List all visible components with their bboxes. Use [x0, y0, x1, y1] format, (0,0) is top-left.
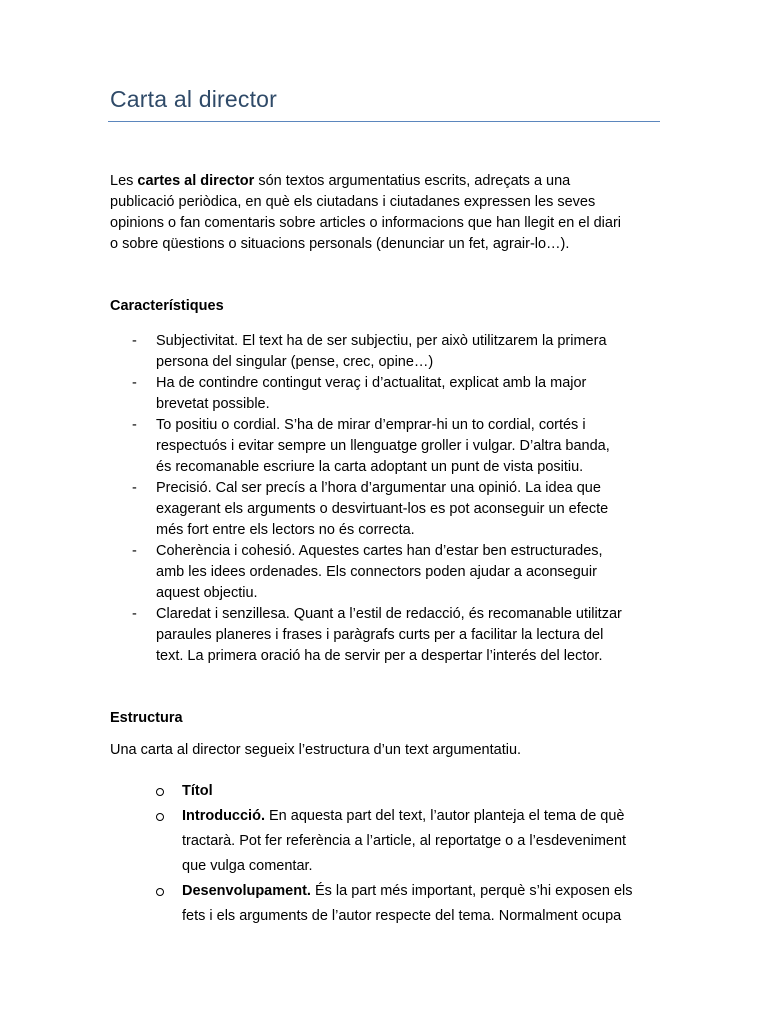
- list-item-line: fets i els arguments de l’autor respecte del tema. Normalment ocupa: [182, 908, 622, 924]
- intro-bold-term: cartes al director: [137, 173, 255, 189]
- title-underline: [108, 121, 660, 122]
- list-item: [110, 804, 633, 879]
- list-item-line: [182, 779, 633, 804]
- characteristics-heading: Característiques: [110, 298, 224, 314]
- list-item-bold-label: Títol: [182, 783, 213, 799]
- dash-bullet: -: [132, 417, 137, 433]
- circle-bullet-icon: [156, 813, 164, 821]
- dash-bullet: -: [132, 480, 137, 496]
- list-item: [110, 779, 633, 804]
- list-item: [110, 879, 633, 929]
- list-item-line: Coherència i cohesió. Aquestes cartes han d’estar ben estructurades,: [156, 543, 603, 559]
- list-item-rest: En aquesta part del text, l’autor planteja el tema de què: [264, 808, 625, 824]
- list-item-line: respectuós i evitar sempre un llenguatge groller i vulgar. D’altra banda,: [156, 438, 610, 454]
- list-item-line: Precisió. Cal ser precís a l’hora d’argumentar una opinió. La idea que: [156, 480, 601, 496]
- dash-bullet: -: [132, 543, 137, 559]
- intro-line: o sobre qüestions o situacions personals (denunciar un fet, agrair-lo…).: [110, 236, 570, 252]
- list-item-line: exagerant els arguments o desvirtuant-los es pot aconseguir un efecte: [156, 501, 609, 517]
- structure-heading: Estructura: [110, 710, 183, 726]
- list-item-line: [182, 804, 633, 829]
- characteristics-list: [110, 331, 622, 667]
- structure-list: [110, 779, 633, 929]
- list-item-line: aquest objectiu.: [156, 585, 258, 601]
- circle-bullet-icon: [156, 788, 164, 796]
- list-item: [110, 541, 622, 604]
- list-item-line: Ha de contindre contingut veraç i d’actualitat, explicat amb la major: [156, 375, 587, 391]
- list-item-rest: És la part més important, perquè s’hi exposen els: [310, 883, 633, 899]
- intro-line-1-rest: són textos argumentatius escrits, adreçats a una: [254, 173, 571, 189]
- list-item-line: text. La primera oració ha de servir per a despertar l’interés del lector.: [156, 648, 603, 664]
- document-title: Carta al director: [110, 86, 278, 112]
- list-item-line: brevetat possible.: [156, 396, 270, 412]
- list-item-bold-label: Introducció.: [182, 808, 265, 824]
- intro-paragraph: [110, 171, 621, 255]
- list-item-line: Claredat i senzillesa. Quant a l’estil de redacció, és recomanable utilitzar: [156, 606, 622, 622]
- intro-prefix: Les: [110, 173, 138, 189]
- list-item-line: To positiu o cordial. S’ha de mirar d’emprar-hi un to cordial, cortés i: [156, 417, 586, 433]
- dash-bullet: -: [132, 333, 137, 349]
- list-item-bold-label: Desenvolupament.: [182, 883, 311, 899]
- list-item: [110, 604, 622, 667]
- list-item: [110, 478, 622, 541]
- dash-bullet: -: [132, 606, 137, 622]
- list-item-line: amb les idees ordenades. Els connectors poden ajudar a aconseguir: [156, 564, 597, 580]
- list-item: [110, 415, 622, 478]
- list-item-line: que vulga comentar.: [182, 858, 313, 874]
- intro-line: opinions o fan comentaris sobre articles o informacions que han llegit en el diari: [110, 215, 622, 231]
- list-item-line: més fort entre els lectors no és correcta.: [156, 522, 415, 538]
- list-item-line: és recomanable escriure la carta adoptant un punt de vista positiu.: [156, 459, 584, 475]
- intro-line: publicació periòdica, en què els ciutadans i ciutadanes expressen les seves: [110, 194, 596, 210]
- list-item-line: paraules planeres i frases i paràgrafs curts per a facilitar la lectura del: [156, 627, 604, 643]
- intro-line-1: [110, 171, 621, 192]
- list-item-line: tractarà. Pot fer referència a l’article, al reportatge o a l’esdeveniment: [182, 833, 627, 849]
- list-item: [110, 373, 622, 415]
- circle-bullet-icon: [156, 888, 164, 896]
- dash-bullet: -: [132, 375, 137, 391]
- list-item-line: persona del singular (pense, crec, opine…): [156, 354, 434, 370]
- list-item-line: Subjectivitat. El text ha de ser subjectiu, per això utilitzarem la primera: [156, 333, 607, 349]
- structure-paragraph: Una carta al director segueix l’estructura d’un text argumentatiu.: [110, 742, 522, 758]
- list-item-line: [182, 879, 633, 904]
- list-item: [110, 331, 622, 373]
